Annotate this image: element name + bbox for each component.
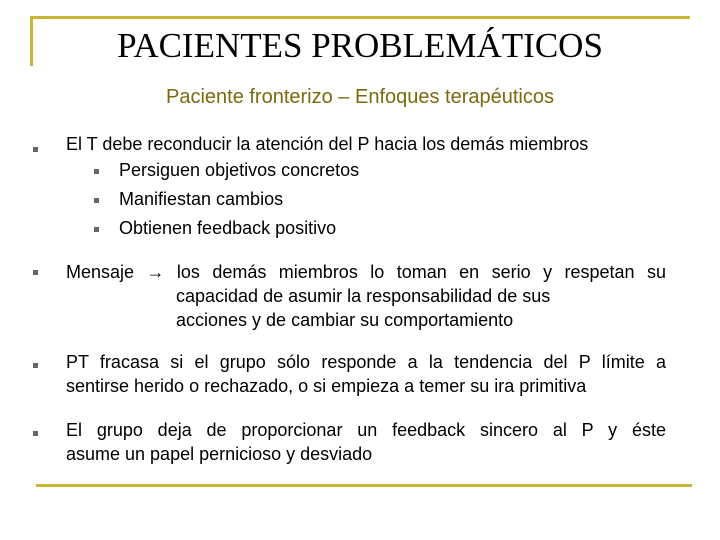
slide-title: PACIENTES PROBLEMÁTICOS [117,26,603,65]
square-bullet-icon [94,169,99,174]
top-border-line [30,16,690,19]
bullet-text-line-2: capacidad de asumir la responsabilidad de sus [176,286,551,306]
square-bullet-icon [33,363,38,368]
bullet-text-line-1: El grupo deja de proporcionar un feedback sincero al P y éste [66,420,666,440]
sub-bullet-text: Manifiestan cambios [119,189,284,209]
bottom-border-line [36,484,692,487]
left-border-line [30,16,33,66]
square-bullet-icon [94,198,99,203]
bullet-text-line-3: acciones y de cambiar su comportamiento [176,310,514,330]
slide-subtitle: Paciente fronterizo – Enfoques terapéuticos [165,86,555,108]
square-bullet-icon [33,147,38,152]
square-bullet-icon [33,431,38,436]
bullet-text-line-1: PT fracasa si el grupo sólo responde a la tendencia del P límite a [66,352,666,372]
bullet-text-line-2: asume un papel pernicioso y desviado [66,444,373,464]
bullet-text-line-2: sentirse herido o rechazado, o si empieza a temer su ira primitiva [66,376,587,396]
sub-bullet-text: Persiguen objetivos concretos [119,160,360,180]
square-bullet-icon [94,227,99,232]
bullet-text-line-1: Mensaje → los demás miembros lo toman en serio y respetan su [66,262,666,282]
sub-bullet-text: Obtienen feedback positivo [119,218,337,238]
square-bullet-icon [33,270,38,275]
bullet-text: El T debe reconducir la atención del P hacia los demás miembros [66,134,589,154]
